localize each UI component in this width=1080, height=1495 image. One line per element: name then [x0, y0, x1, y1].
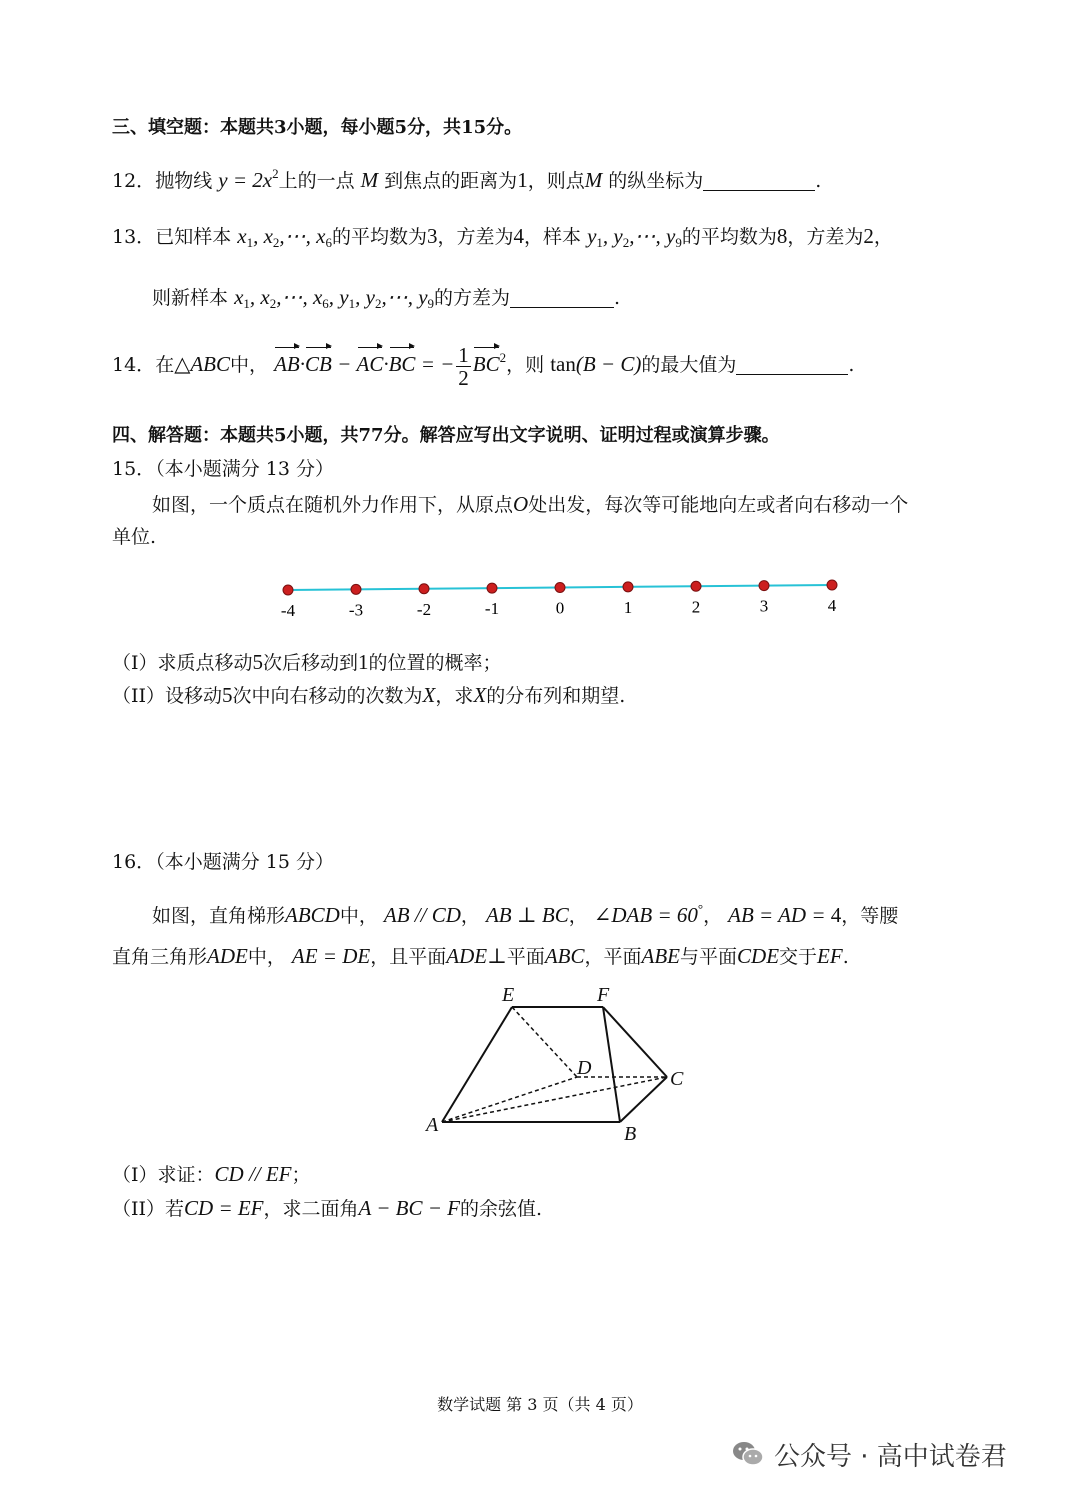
answer-blank [510, 287, 614, 308]
sample-x-list: $x_1$, $x_2,\cdots$, $x_6$ [237, 224, 332, 250]
sample-y-list: $y_1$, $y_2,\cdots$, $y_9$ [587, 224, 682, 250]
number-line-label: 2 [691, 597, 701, 617]
vector-equation: AB·CB − AC·BC = − $\frac{1}{2}$ $BC^2$ [274, 342, 507, 390]
question-16-part2: （II）若CD = EF，求二面角A − BC − F的余弦值. [112, 1196, 543, 1220]
watermark-text: 公众号 · 高中试卷君 [774, 1441, 1007, 1472]
question-13: 13．已知样本 $x_1$, $x_2,\cdots$, $x_6$的平均数为3，方差为4，样本 $y_1$, $y_2,\cdots$, $y_9$的平均数为8，方差为2， [112, 224, 893, 250]
vertex-label-A: A [426, 1114, 439, 1136]
question-15-part2: （II）设移动5次中向右移动的次数为X，求X的分布列和期望. [112, 683, 626, 707]
number-line-point [555, 583, 565, 593]
number-line-label: -4 [280, 601, 296, 620]
vertex-label-C: C [670, 1068, 684, 1090]
question-16-desc: 如图，直角梯形ABCD中， AB // CD， AB ⊥ BC， ∠DAB = 60°， AB = AD = 4，等腰 [152, 901, 899, 927]
number-line-point [487, 583, 497, 593]
combined-sample-list: $x_1$, $x_2,\cdots$, $x_6$, $y_1$, $y_2,\cdots$, $y_9$ [234, 285, 435, 311]
parabola-equation: $y = 2x^2$ [218, 166, 279, 192]
number-line-label: 1 [623, 597, 633, 617]
vertex-label-F: F [597, 984, 610, 1006]
number-line-figure [270, 568, 850, 630]
question-15-desc: 如图，一个质点在随机外力作用下，从原点O处出发，每次等可能地向左或者向右移动一个 [152, 492, 909, 516]
number-line-point [419, 584, 429, 594]
number-line-label: -2 [416, 599, 432, 619]
number-line-label: 0 [555, 598, 565, 618]
edge-AD [442, 1077, 577, 1122]
number-line-label: -1 [484, 599, 500, 619]
number-line-point [691, 581, 701, 591]
question-15-title: 15．（本小题满分 13 分） [112, 458, 334, 480]
number-line-point [283, 585, 293, 595]
edge-AE [442, 1007, 512, 1122]
question-15-part1: （I）求质点移动5次后移动到1的位置的概率； [112, 650, 502, 674]
watermark [730, 1434, 1050, 1474]
question-15-desc-cont: 单位. [112, 526, 157, 548]
question-16-desc-cont: 直角三角形ADE中， AE = DE，且平面ADE⊥平面ABC，平面ABE与平面CDE交于EF. [112, 944, 849, 968]
solid-geometry-figure [420, 982, 700, 1147]
tan-expression: tan(B − C) [550, 352, 642, 376]
page-footer: 数学试题 第 3 页（共 4 页） [437, 1395, 643, 1414]
question-12: 12．抛物线 $y = 2x^2$上的一点 M 到焦点的距离为1，则点M 的纵坐标为 . [112, 166, 822, 192]
number-line-point [623, 582, 633, 592]
question-number: 13． [112, 226, 156, 248]
answer-blank [703, 170, 815, 191]
question-16-title: 16．（本小题满分 15 分） [112, 851, 334, 873]
vertex-label-D: D [577, 1057, 592, 1079]
section4-heading: 四、解答题：本题共5小题，共77分。解答应写出文字说明、证明过程或演算步骤。 [112, 425, 780, 446]
question-13-cont: 则新样本 $x_1$, $x_2,\cdots$, $x_6$, $y_1$, $y_2,\cdots$, $y_9$的方差为 . [152, 285, 621, 311]
edge-AC [442, 1077, 667, 1122]
vertex-label-B: B [624, 1123, 637, 1145]
number-line-label: -3 [348, 600, 364, 620]
number-line-point [351, 584, 361, 594]
number-line-label: 3 [759, 596, 769, 616]
wechat-icon [730, 1436, 766, 1472]
number-line-point [827, 580, 837, 590]
question-14: 14．在△ABC中， AB·CB − AC·BC = − $\frac{1}{2}$ $BC^2$，则 tan(B − C)的最大值为 . [112, 342, 855, 390]
number-line-label: 4 [827, 596, 837, 615]
number-line-point [759, 581, 769, 591]
answer-blank [736, 354, 848, 375]
section3-heading: 三、填空题：本题共3小题，每小题5分，共15分。 [112, 117, 523, 138]
vertex-label-E: E [502, 984, 515, 1006]
question-16-part1: （I）求证：CD // EF； [112, 1162, 311, 1186]
edge-ED [512, 1007, 577, 1077]
edge-BC [620, 1077, 667, 1122]
question-number: 14． [112, 354, 156, 376]
question-number: 12． [112, 170, 156, 192]
